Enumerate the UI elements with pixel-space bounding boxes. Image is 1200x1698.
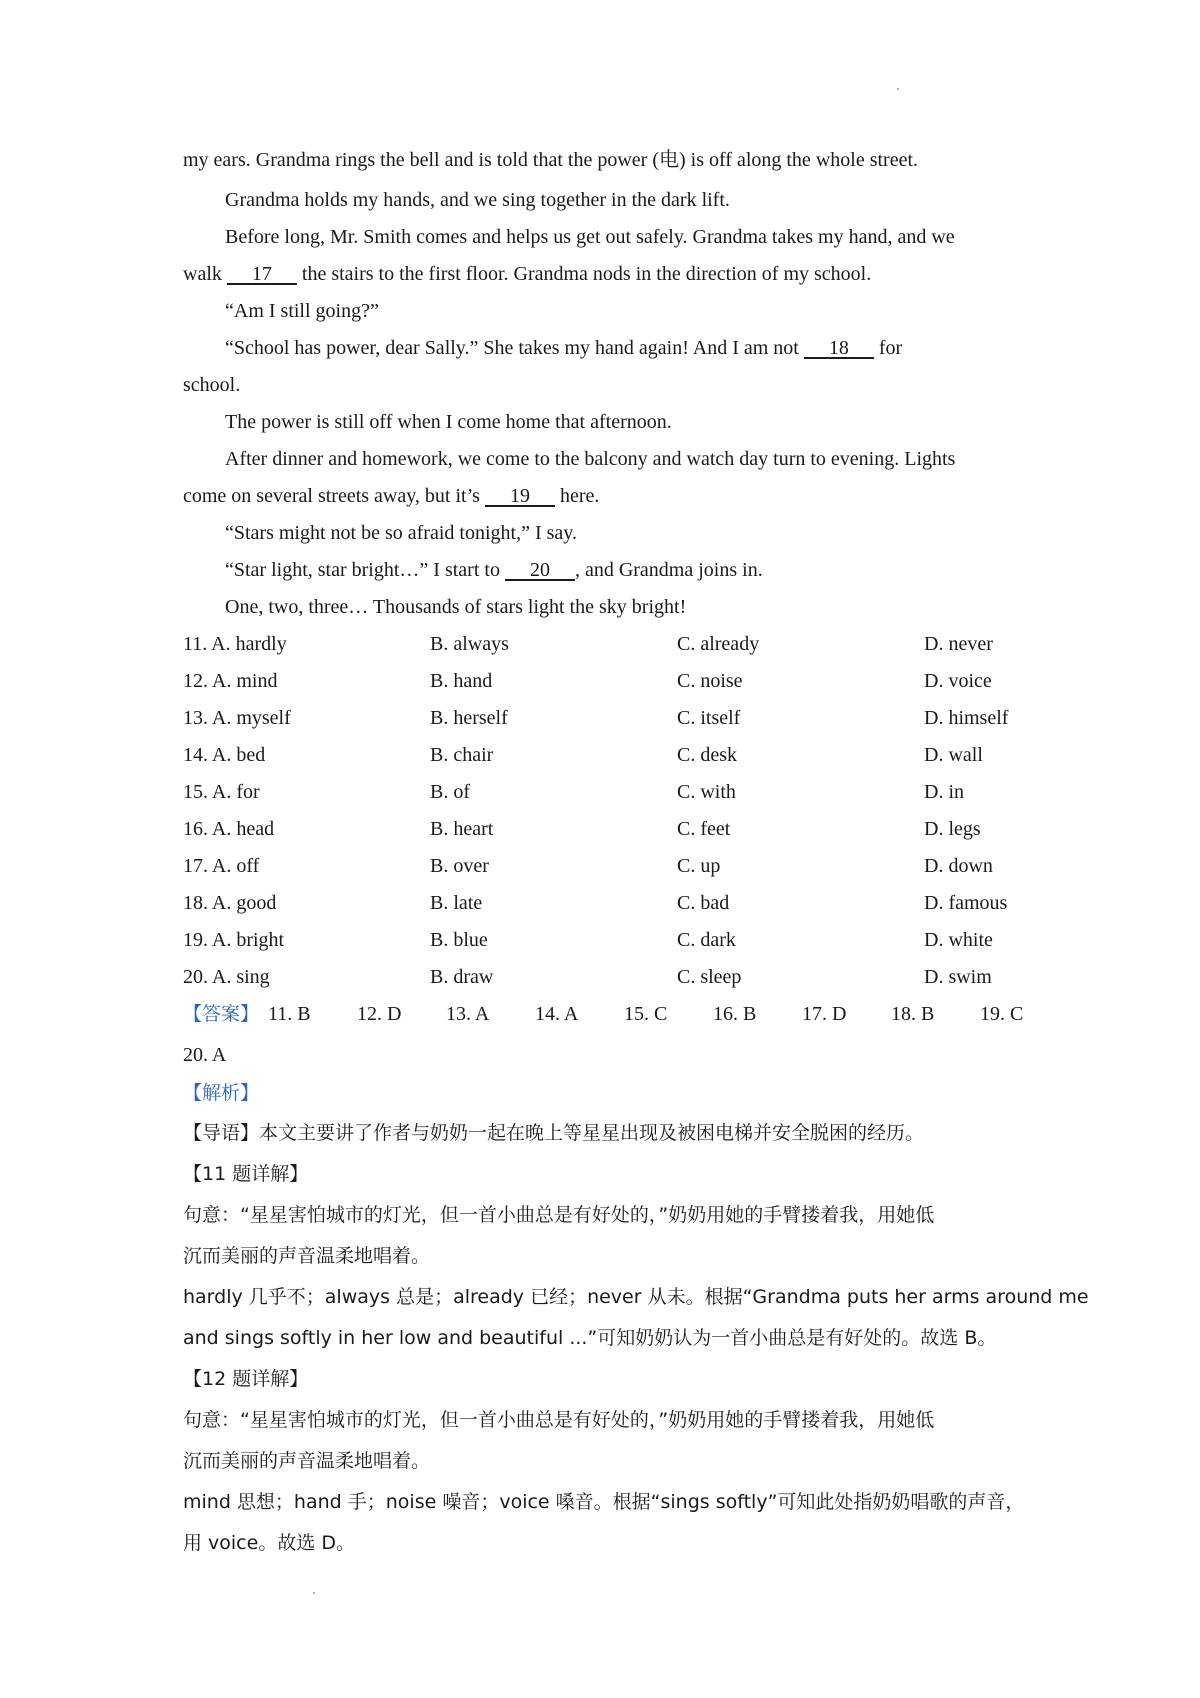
option-d: D. swim <box>924 966 992 988</box>
option-b: B. chair <box>430 744 494 766</box>
answer-item: 11. B <box>268 1003 311 1025</box>
option-c: C. with <box>677 781 736 803</box>
blank-19: 19 <box>509 485 530 507</box>
option-a: 12. A. mind <box>183 670 278 692</box>
q11-sentence: 沉而美丽的声音温柔地唱着。 <box>183 1245 431 1267</box>
blank-20: 20 <box>529 559 550 581</box>
option-a: 14. A. bed <box>183 744 266 766</box>
passage-text: the stairs to the first floor. Grandma nods in the direction of my school. <box>296 263 872 285</box>
passage-line <box>225 558 763 582</box>
option-b: B. herself <box>430 707 508 729</box>
answer-item: 18. B <box>891 1003 935 1025</box>
option-b: B. heart <box>430 818 494 840</box>
option-b: B. draw <box>430 966 494 988</box>
passage-text: come on several streets away, but it’s <box>183 485 485 507</box>
option-b: B. of <box>430 781 470 803</box>
answer-item: 16. B <box>713 1003 757 1025</box>
answer-item: 15. C <box>624 1003 668 1025</box>
page-mark <box>897 88 899 90</box>
option-d: D. down <box>924 855 993 877</box>
option-c: C. desk <box>677 744 737 766</box>
option-a: 11. A. hardly <box>183 633 287 655</box>
passage-line: “Am I still going?” <box>225 300 379 322</box>
passage-line: “Stars might not be so afraid tonight,” I say. <box>225 522 577 544</box>
option-a: 15. A. for <box>183 781 260 803</box>
option-d: D. legs <box>924 818 981 840</box>
blank-17: 17 <box>251 263 272 285</box>
q12-explanation: 用 voice。故选 D。 <box>183 1532 355 1554</box>
passage-line: Before long, Mr. Smith comes and helps us get out safely. Grandma takes my hand, and we <box>225 226 955 248</box>
option-c: C. noise <box>677 670 743 692</box>
option-d: D. voice <box>924 670 992 692</box>
q11-sentence: 句意：“星星害怕城市的灯光，但一首小曲总是有好处的，”奶奶用她的手臂搂着我，用她低 <box>183 1204 935 1226</box>
option-c: C. already <box>677 633 760 655</box>
answer-item: 13. A <box>446 1003 490 1025</box>
option-a: 16. A. head <box>183 818 275 840</box>
page-mark <box>313 1592 315 1594</box>
option-d: D. in <box>924 781 964 803</box>
q12-title: 【12 题详解】 <box>183 1368 309 1390</box>
q12-sentence: 句意：“星星害怕城市的灯光，但一首小曲总是有好处的，”奶奶用她的手臂搂着我，用她低 <box>183 1409 935 1431</box>
answer-item: 19. C <box>980 1003 1024 1025</box>
passage-line <box>183 484 599 508</box>
option-c: C. dark <box>677 929 736 951</box>
analysis-label: 【解析】 <box>183 1082 260 1104</box>
passage-text: for <box>873 337 903 359</box>
option-b: B. hand <box>430 670 493 692</box>
answer-item: 17. D <box>802 1003 847 1025</box>
passage-line: Grandma holds my hands, and we sing together in the dark lift. <box>225 189 730 211</box>
option-b: B. always <box>430 633 509 655</box>
passage-text: walk <box>183 263 227 285</box>
option-d: D. never <box>924 633 993 655</box>
passage-text: here. <box>554 485 600 507</box>
option-c: C. sleep <box>677 966 742 988</box>
passage-line: school. <box>183 374 241 396</box>
answer-item: 20. A <box>183 1044 227 1066</box>
option-c: C. up <box>677 855 721 877</box>
passage-line: my ears. Grandma rings the bell and is told that the power (电) is off along the whole street. <box>183 149 918 171</box>
guide-text: 【导语】本文主要讲了作者与奶奶一起在晚上等星星出现及被困电梯并安全脱困的经历。 <box>183 1122 925 1144</box>
q11-title: 【11 题详解】 <box>183 1163 309 1185</box>
option-c: C. feet <box>677 818 731 840</box>
passage-text: “Star light, star bright…” I start to <box>225 559 505 581</box>
option-a: 18. A. good <box>183 892 277 914</box>
answer-item: 12. D <box>357 1003 402 1025</box>
option-a: 19. A. bright <box>183 929 285 951</box>
option-d: D. himself <box>924 707 1009 729</box>
option-c: C. bad <box>677 892 730 914</box>
option-c: C. itself <box>677 707 741 729</box>
option-a: 20. A. sing <box>183 966 270 988</box>
option-b: B. over <box>430 855 489 877</box>
q12-sentence: 沉而美丽的声音温柔地唱着。 <box>183 1450 431 1472</box>
q11-explanation: hardly 几乎不；always 总是；already 已经；never 从未。根据“Grandma puts her arms around me <box>183 1286 1089 1308</box>
passage-line: After dinner and homework, we come to the balcony and watch day turn to evening. Lights <box>225 448 956 470</box>
option-d: D. famous <box>924 892 1008 914</box>
answer-item: 14. A <box>535 1003 579 1025</box>
passage-line: The power is still off when I come home that afternoon. <box>225 411 672 433</box>
q12-explanation: mind 思想；hand 手；noise 噪音；voice 嗓音。根据“sings softly”可知此处指奶奶唱歌的声音， <box>183 1491 1025 1513</box>
option-a: 13. A. myself <box>183 707 291 729</box>
option-b: B. late <box>430 892 483 914</box>
blank-18: 18 <box>828 337 849 359</box>
option-d: D. white <box>924 929 993 951</box>
option-a: 17. A. off <box>183 855 260 877</box>
q11-explanation: and sings softly in her low and beautiful ...”可知奶奶认为一首小曲总是有好处的。故选 B。 <box>183 1327 997 1349</box>
passage-line <box>225 336 902 360</box>
passage-text: , and Grandma joins in. <box>574 559 763 581</box>
answer-label: 【答案】 <box>183 1003 260 1025</box>
option-d: D. wall <box>924 744 983 766</box>
passage-text: “School has power, dear Sally.” She takes my hand again! And I am not <box>225 337 804 359</box>
passage-line: One, two, three… Thousands of stars light the sky bright! <box>225 596 687 618</box>
passage-line <box>183 262 871 286</box>
option-b: B. blue <box>430 929 488 951</box>
